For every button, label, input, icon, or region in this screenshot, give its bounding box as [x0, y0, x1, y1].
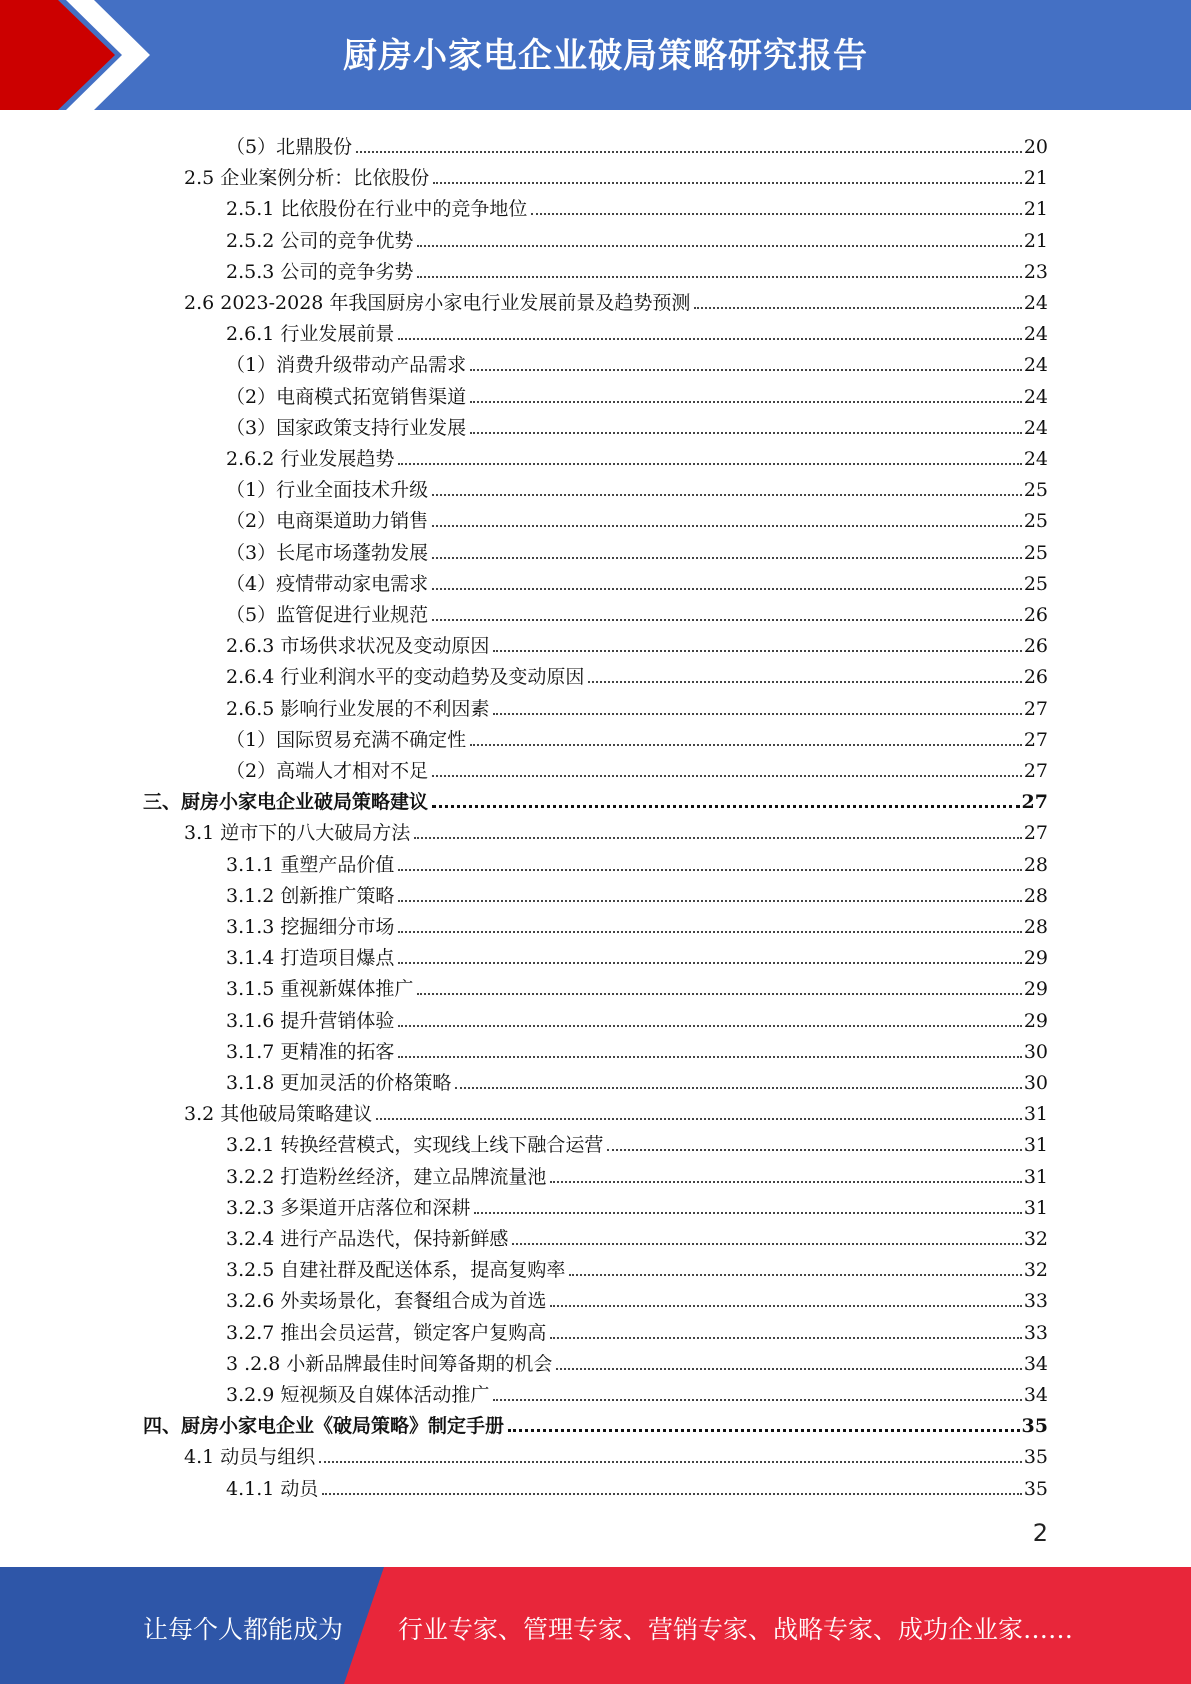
toc-entry[interactable] [226, 690, 1048, 721]
toc-entry-label: 2.5.3 公司的竞争劣势 [226, 261, 414, 283]
toc-leader-dots [493, 650, 1021, 652]
toc-entry-page: 31 [1023, 1166, 1048, 1188]
toc-entry-page: 32 [1023, 1228, 1048, 1250]
toc-leader-dots [398, 962, 1021, 964]
toc-entry-page: 26 [1023, 635, 1048, 657]
toc-entry[interactable] [226, 1220, 1048, 1251]
toc-entry-page: 35 [1023, 1446, 1048, 1468]
toc-entry-label: 3.2.4 进行产品迭代，保持新鲜感 [226, 1228, 509, 1250]
toc-leader-dots [414, 837, 1022, 839]
toc-entry-page: 30 [1023, 1072, 1048, 1094]
footer-slogan-left: 让每个人都能成为 [143, 1615, 344, 1644]
toc-entry-page: 32 [1023, 1259, 1048, 1281]
toc-entry[interactable] [226, 627, 1048, 658]
toc-entry-label: （3）国家政策支持行业发展 [226, 417, 467, 439]
toc-entry-page: 25 [1023, 542, 1048, 564]
toc-leader-dots [398, 900, 1021, 902]
toc-entry-page: 31 [1023, 1103, 1048, 1125]
toc-entry-label: 4.1.1 动员 [226, 1478, 319, 1500]
toc-entry[interactable] [226, 346, 1048, 377]
toc-leader-dots [417, 276, 1021, 278]
toc-entry-label: （2）电商渠道助力销售 [226, 510, 429, 532]
toc-entry-label: （1）消费升级带动产品需求 [226, 354, 467, 376]
toc-entry-label: 3.1.2 创新推广策略 [226, 885, 395, 907]
toc-entry-page: 24 [1023, 323, 1048, 345]
toc-entry-label: 2.5.2 公司的竞争优势 [226, 230, 414, 252]
toc-entry-page: 33 [1023, 1290, 1048, 1312]
toc-leader-dots [470, 432, 1022, 434]
toc-entry[interactable] [226, 409, 1048, 440]
toc-entry-page: 29 [1023, 978, 1048, 1000]
toc-entry[interactable] [226, 1470, 1048, 1501]
page-header [0, 0, 1191, 110]
toc-leader-dots [588, 681, 1021, 683]
toc-entry-label: （2）电商模式拓宽销售渠道 [226, 386, 467, 408]
toc-entry[interactable] [143, 1407, 1048, 1438]
toc-entry-label: （4）疫情带动家电需求 [226, 573, 429, 595]
toc-entry[interactable] [226, 908, 1048, 939]
toc-leader-dots [433, 182, 1022, 184]
toc-entry[interactable] [226, 502, 1048, 533]
toc-entry-page: 21 [1023, 167, 1048, 189]
toc-entry-page: 27 [1023, 760, 1048, 782]
toc-entry[interactable] [226, 190, 1048, 221]
toc-entry-label: 2.6.4 行业利润水平的变动趋势及变动原因 [226, 666, 585, 688]
toc-entry-page: 27 [1023, 822, 1048, 844]
toc-entry-label: 3.2 其他破局策略建议 [184, 1103, 373, 1125]
toc-entry-page: 20 [1023, 136, 1048, 158]
toc-leader-dots [319, 1461, 1022, 1463]
toc-leader-dots [474, 1212, 1021, 1214]
toc-entry[interactable] [226, 1345, 1048, 1376]
toc-entry[interactable] [226, 440, 1048, 471]
toc-entry[interactable] [184, 284, 1048, 315]
toc-leader-dots [432, 588, 1022, 590]
toc-entry-label: 2.6.5 影响行业发展的不利因素 [226, 698, 490, 720]
toc-entry-label: 3.1.6 提升营销体验 [226, 1010, 395, 1032]
toc-leader-dots [376, 1118, 1022, 1120]
toc-entry[interactable] [184, 159, 1048, 190]
toc-entry[interactable] [226, 1126, 1048, 1157]
toc-entry-label: 2.6 2023-2028 年我国厨房小家电行业发展前景及趋势预测 [184, 292, 691, 314]
toc-entry-label: 3.2.5 自建社群及配送体系，提高复购率 [226, 1259, 566, 1281]
toc-leader-dots [550, 1181, 1021, 1183]
toc-entry-label: 3.2.7 推出会员运营，锁定客户复购高 [226, 1322, 547, 1344]
toc-entry-page: 27 [1023, 729, 1048, 751]
toc-entry[interactable] [184, 1438, 1048, 1469]
toc-entry-label: 2.6.2 行业发展趋势 [226, 448, 395, 470]
toc-leader-dots [550, 1305, 1021, 1307]
toc-entry-label: 3.2.9 短视频及自媒体活动推广 [226, 1384, 490, 1406]
toc-entry[interactable] [226, 315, 1048, 346]
toc-entry[interactable] [226, 1376, 1048, 1407]
toc-entry-label: 4.1 动员与组织 [184, 1446, 316, 1468]
toc-entry[interactable] [226, 658, 1048, 689]
toc-entry-label: 2.5 企业案例分析：比依股份 [184, 167, 430, 189]
toc-leader-dots [512, 1243, 1021, 1245]
toc-leader-dots [470, 401, 1022, 403]
toc-entry[interactable] [226, 939, 1048, 970]
toc-entry-page: 29 [1023, 947, 1048, 969]
toc-entry-page: 24 [1023, 417, 1048, 439]
toc-entry-page: 25 [1023, 479, 1048, 501]
toc-entry-label: 3.1.3 挖掘细分市场 [226, 916, 395, 938]
document-title: 厨房小家电企业破局策略研究报告 [343, 36, 868, 76]
toc-leader-dots [322, 1493, 1021, 1495]
toc-leader-dots [569, 1274, 1021, 1276]
toc-entry-label: 3.1.7 更精准的拓客 [226, 1041, 395, 1063]
toc-entry-label: （5）北鼎股份 [226, 136, 353, 158]
toc-entry-page: 28 [1023, 916, 1048, 938]
toc-entry-page: 21 [1023, 198, 1048, 220]
toc-leader-dots [556, 1368, 1021, 1370]
toc-entry-label: （2）高端人才相对不足 [226, 760, 429, 782]
toc-entry[interactable] [226, 253, 1048, 284]
toc-entry[interactable] [184, 1095, 1048, 1126]
page-footer [0, 1567, 1191, 1684]
footer-slogan-right: 行业专家、管理专家、营销专家、战略专家、成功企业家…… [398, 1615, 1074, 1644]
toc-entry-page: 30 [1023, 1041, 1048, 1063]
toc-entry-page: 29 [1023, 1010, 1048, 1032]
toc-entry-label: 2.6.1 行业发展前景 [226, 323, 395, 345]
toc-leader-dots [694, 307, 1021, 309]
toc-entry[interactable] [226, 1189, 1048, 1220]
toc-entry-label: 3.2.6 外卖场景化，套餐组合成为首选 [226, 1290, 547, 1312]
toc-leader-dots [432, 557, 1022, 559]
toc-entry-label: （3）长尾市场蓬勃发展 [226, 542, 429, 564]
toc-leader-dots [607, 1149, 1021, 1151]
toc-entry-label: 四、厨房小家电企业《破局策略》制定手册 [143, 1415, 505, 1437]
toc-entry-label: （5）监管促进行业规范 [226, 604, 429, 626]
toc-entry[interactable] [226, 1002, 1048, 1033]
toc-entry[interactable] [226, 596, 1048, 627]
toc-entry[interactable] [226, 752, 1048, 783]
toc-entry-page: 27 [1023, 698, 1048, 720]
toc-entry[interactable] [226, 1251, 1048, 1282]
page-number: 2 [1032, 1519, 1048, 1547]
toc-entry-page: 24 [1023, 292, 1048, 314]
toc-entry-page: 26 [1023, 666, 1048, 688]
toc-entry-page: 35 [1023, 1478, 1048, 1500]
toc-entry[interactable] [226, 471, 1048, 502]
toc-entry-page: 26 [1023, 604, 1048, 626]
toc-entry[interactable] [226, 534, 1048, 565]
toc-entry-page: 34 [1023, 1353, 1048, 1375]
toc-entry-label: 3 .2.8 小新品牌最佳时间筹备期的机会 [226, 1353, 553, 1375]
toc-leader-dots [398, 869, 1021, 871]
toc-entry-page: 31 [1023, 1197, 1048, 1219]
toc-entry[interactable] [226, 128, 1048, 159]
toc-entry-page: 23 [1023, 261, 1048, 283]
toc-leader-dots [432, 525, 1022, 527]
toc-leader-dots [493, 713, 1021, 715]
toc-entry-label: （1）国际贸易充满不确定性 [226, 729, 467, 751]
toc-entry-label: 3.2.2 打造粉丝经济，建立品牌流量池 [226, 1166, 547, 1188]
toc-leader-dots [398, 1025, 1021, 1027]
toc-leader-dots [432, 775, 1022, 777]
toc-entry-label: （1）行业全面技术升级 [226, 479, 429, 501]
toc-entry-label: 3.1.5 重视新媒体推广 [226, 978, 414, 1000]
toc-entry[interactable] [226, 378, 1048, 409]
toc-leader-dots [356, 151, 1022, 153]
toc-entry-label: 三、厨房小家电企业破局策略建议 [143, 791, 429, 813]
toc-leader-dots [470, 744, 1022, 746]
toc-entry-label: 3.1.1 重塑产品价值 [226, 854, 395, 876]
toc-entry-page: 21 [1023, 230, 1048, 252]
toc-leader-dots [417, 993, 1021, 995]
toc-entry[interactable] [226, 1158, 1048, 1189]
toc-leader-dots [493, 1399, 1021, 1401]
toc-entry[interactable] [226, 970, 1048, 1001]
toc-leader-dots [470, 369, 1022, 371]
toc-leader-dots [550, 1337, 1021, 1339]
toc-entry-label: 3.2.3 多渠道开店落位和深耕 [226, 1197, 471, 1219]
toc-entry-page: 28 [1023, 854, 1048, 876]
toc-entry-label: 3.1 逆市下的八大破局方法 [184, 822, 411, 844]
toc-leader-dots [398, 463, 1021, 465]
toc-entry[interactable] [226, 565, 1048, 596]
toc-entry[interactable] [226, 222, 1048, 253]
toc-entry-page: 28 [1023, 885, 1048, 907]
toc-leader-dots [432, 619, 1022, 621]
toc-entry-label: 2.5.1 比依股份在行业中的竞争地位 [226, 198, 528, 220]
toc-leader-dots [432, 494, 1022, 496]
toc-entry-label: 3.1.8 更加灵活的价格策略 [226, 1072, 452, 1094]
toc-entry[interactable] [143, 783, 1048, 814]
toc-leader-dots [398, 931, 1021, 933]
toc-entry[interactable] [226, 1064, 1048, 1095]
toc-entry-page: 25 [1023, 573, 1048, 595]
toc-entry-page: 34 [1023, 1384, 1048, 1406]
toc-entry-page: 33 [1023, 1322, 1048, 1344]
toc-entry[interactable] [184, 814, 1048, 845]
toc-entry[interactable] [226, 1282, 1048, 1313]
toc-entry-page: 24 [1023, 448, 1048, 470]
toc-entry-label: 3.1.4 打造项目爆点 [226, 947, 395, 969]
toc-entry-page: 24 [1023, 386, 1048, 408]
toc-entry-label: 3.2.1 转换经营模式，实现线上线下融合运营 [226, 1134, 604, 1156]
toc-entry-page: 27 [1021, 791, 1048, 813]
toc-entry[interactable] [226, 721, 1048, 752]
toc-leader-dots [398, 1056, 1021, 1058]
toc-leader-dots [398, 338, 1021, 340]
toc-leader-dots [531, 213, 1021, 215]
toc-entry-page: 25 [1023, 510, 1048, 532]
toc-entry-page: 35 [1021, 1415, 1048, 1437]
toc-leader-dots [417, 245, 1021, 247]
toc-entry[interactable] [226, 1033, 1048, 1064]
toc-entry-page: 24 [1023, 354, 1048, 376]
toc-leader-dots [432, 805, 1020, 808]
toc-entry[interactable] [226, 1314, 1048, 1345]
toc-entry-label: 2.6.3 市场供求状况及变动原因 [226, 635, 490, 657]
toc-entry-page: 31 [1023, 1134, 1048, 1156]
toc-leader-dots [508, 1429, 1020, 1432]
toc-leader-dots [455, 1087, 1021, 1089]
toc-entry[interactable] [226, 877, 1048, 908]
toc-entry[interactable] [226, 846, 1048, 877]
